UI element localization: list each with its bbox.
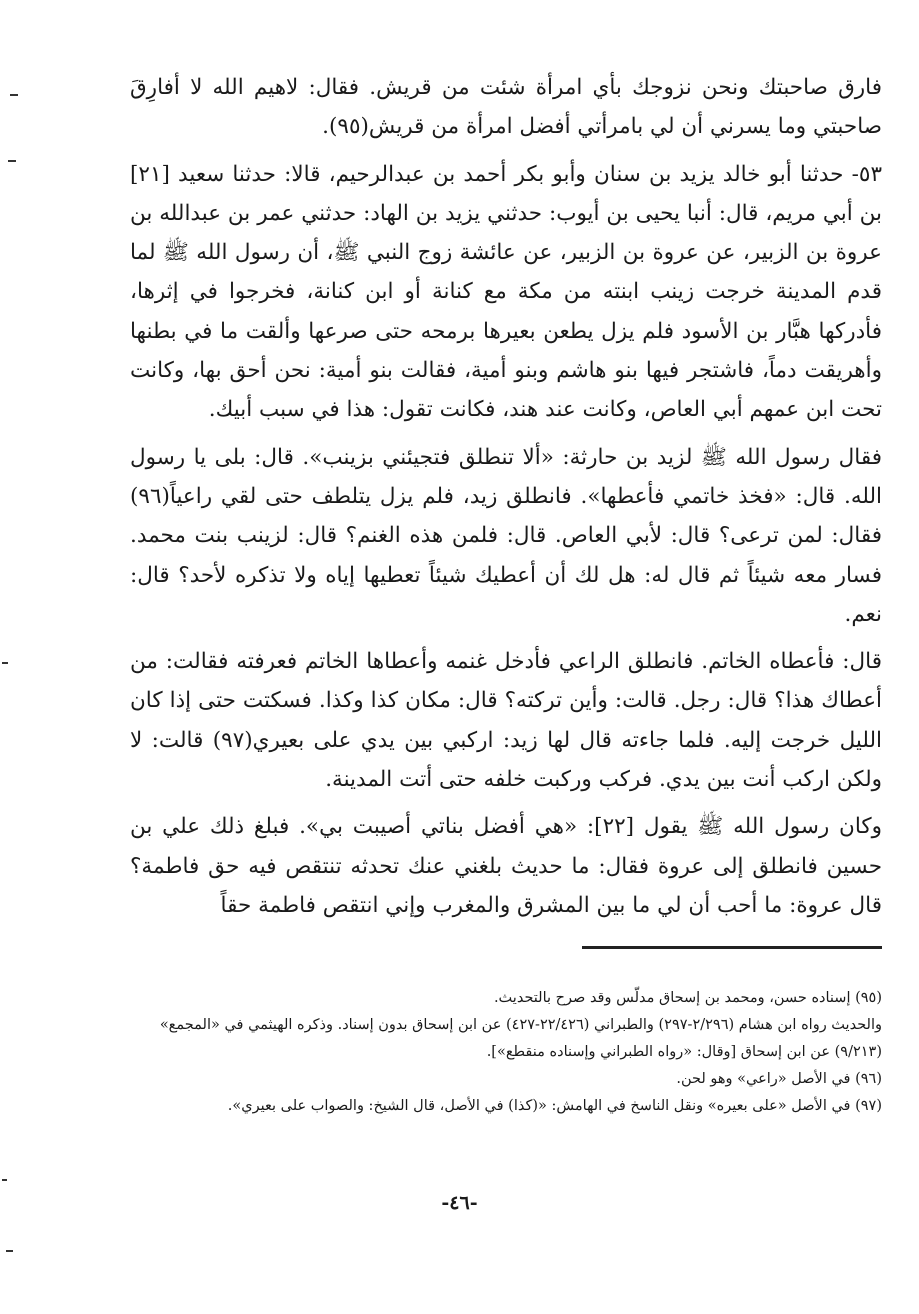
- main-text: [130, 68, 882, 925]
- footnote: (٩٥) إسناده حسن، ومحمد بن إسحاق مدلّس وقد صرح بالتحديث.: [493, 990, 882, 1006]
- footnote: (٩٧) في الأصل «على بعيره» ونقل الناسخ في الهامش: «(كذا) في الأصل، قال الشيخ: والصواب على بعيري».: [227, 1098, 882, 1114]
- margin-mark: [2, 662, 8, 664]
- margin-mark: [10, 94, 18, 96]
- margin-mark: [6, 1250, 13, 1252]
- page-number: -٤٦-: [441, 1192, 478, 1214]
- margin-mark: [8, 160, 16, 162]
- paragraph: وكان رسول الله ﷺ يقول [٢٢]: «هي أفضل بناتي أصيبت بي». فبلغ ذلك علي بن حسين فانطلق إلى عروة فقال: ما حديث بلغني عنك تحدثه تنتقص فيه حق فاطمة؟ قال عروة: ما أحب أن لي ما بين المشرق والمغرب وإني انتقص فاطمة حقاً: [130, 814, 882, 918]
- footnote: (٩٦) في الأصل «راعي» وهو لحن.: [676, 1071, 882, 1087]
- footnote-separator: [582, 946, 882, 949]
- paragraph: فارق صاحبتك ونحن نزوجك بأي امرأة شئت من قريش. فقال: لاهيم الله لا أفارِقَ صاحبتي وما يسرني أن لي بامرأتي أفضل امرأة من قريش(٩٥).: [130, 75, 882, 140]
- paragraph: ٥٣- حدثنا أبو خالد يزيد بن سنان وأبو بكر أحمد بن عبدالرحيم، قالا: حدثنا سعيد [٢١] بن أبي مريم، قال: أنبا يحيى بن أيوب: حدثني يزيد بن الهاد: حدثني عمر بن عبدالله بن عروة بن الزبير، عن عروة بن الزبير، عن عائشة زوج النبي ﷺ، أن رسول الله ﷺ لما قدم المدينة خرجت زينب ابنته من مكة مع كنانة أو ابن كنانة، فخرجوا في إثرها، فأدركها هبَّار بن الأسود فلم يزل يطعن بعيرها برمحه حتى صرعها وألقت ما في بطنها وأهريقت دماً، فاشتجر فيها بنو هاشم وبنو أمية، فقالت بنو أمية: نحن أحق بها، وكانت تحت ابن عمهم أبي العاص، وكانت عند هند، فكانت تقول: هذا في سبب أبيك.: [130, 161, 882, 423]
- footnote: والحديث رواه ابن هشام (٢/٢٩٦-٢٩٧) والطبراني (٢٢/٤٢٦-٤٢٧) عن ابن إسحاق بدون إسناد. وذكره الهيثمي في «المجمع» (٩/٢١٣) عن ابن إسحاق [وقال: «رواه الطبراني وإسناده منقطع»].: [159, 1017, 882, 1060]
- paragraph: فقال رسول الله ﷺ لزيد بن حارثة: «ألا تنطلق فتجيئني بزينب». قال: بلى يا رسول الله. قال: «فخذ خاتمي فأعطها». فانطلق زيد، فلم يزل يتلطف حتى لقي راعياً(٩٦) فقال: لمن ترعى؟ قال: لأبي العاص. قال: فلمن هذه الغنم؟ قال: لزينب بنت محمد. فسار معه شيئاً ثم قال له: هل لك أن أعطيك شيئاً تعطيها إياه ولا تذكره لأحد؟ قال: نعم.: [130, 444, 882, 627]
- margin-mark: [2, 1179, 7, 1181]
- footnotes: [130, 985, 882, 1120]
- paragraph: قال: فأعطاه الخاتم. فانطلق الراعي فأدخل غنمه وأعطاها الخاتم فعرفته فقالت: من أعطاك هذا؟ قال: رجل. قالت: وأين تركته؟ قال: مكان كذا وكذا. فسكتت حتى إذا كان الليل خرجت إليه. فلما جاءته قال لها زيد: اركبي بين يدي على بعيري(٩٧) قالت: لا ولكن اركب أنت بين يدي. فركب وركبت خلفه حتى أتت المدينة.: [130, 649, 882, 793]
